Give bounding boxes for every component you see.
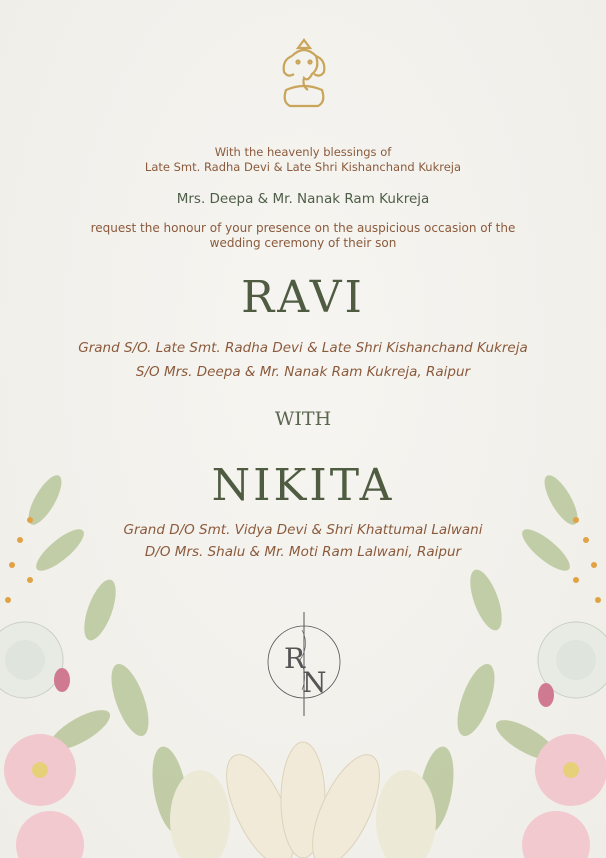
bride-parents: D/O Mrs. Shalu & Mr. Moti Ram Lalwani, Raipur	[144, 544, 462, 560]
floral-decoration-right	[376, 470, 606, 858]
hosts: Mrs. Deepa & Mr. Nanak Ram Kukreja	[176, 191, 430, 207]
lily-decoration-bottom	[200, 740, 406, 858]
request-line: wedding ceremony of their son	[209, 236, 397, 250]
groom-grandparents: Grand S/O. Late Smt. Radha Devi & Late Shri Kishanchand Kukreja	[78, 340, 528, 356]
request-text	[0, 221, 606, 251]
groom-parents: S/O Mrs. Deepa & Mr. Nanak Ram Kukreja, Raipur	[135, 364, 471, 380]
with-text: WITH	[274, 408, 332, 430]
bride-name: NIKITA	[211, 460, 395, 511]
blessing-line: With the heavenly blessings of	[214, 145, 392, 159]
svg-text:R: R	[284, 642, 306, 675]
groom-name: RAVI	[241, 272, 365, 323]
grandparents-line: Late Smt. Radha Devi & Late Shri Kishanchand Kukreja	[144, 160, 462, 174]
bride-grandparents: Grand D/O Smt. Vidya Devi & Shri Khattumal Lalwani	[123, 522, 483, 538]
floral-decoration-left	[0, 470, 230, 858]
blessing-text	[0, 145, 606, 175]
monogram-emblem	[262, 610, 346, 720]
request-line: request the honour of your presence on the auspicious occasion of the	[90, 221, 516, 235]
ganesha-icon	[278, 38, 330, 110]
groom-family	[0, 336, 606, 384]
svg-text:N: N	[302, 666, 327, 699]
